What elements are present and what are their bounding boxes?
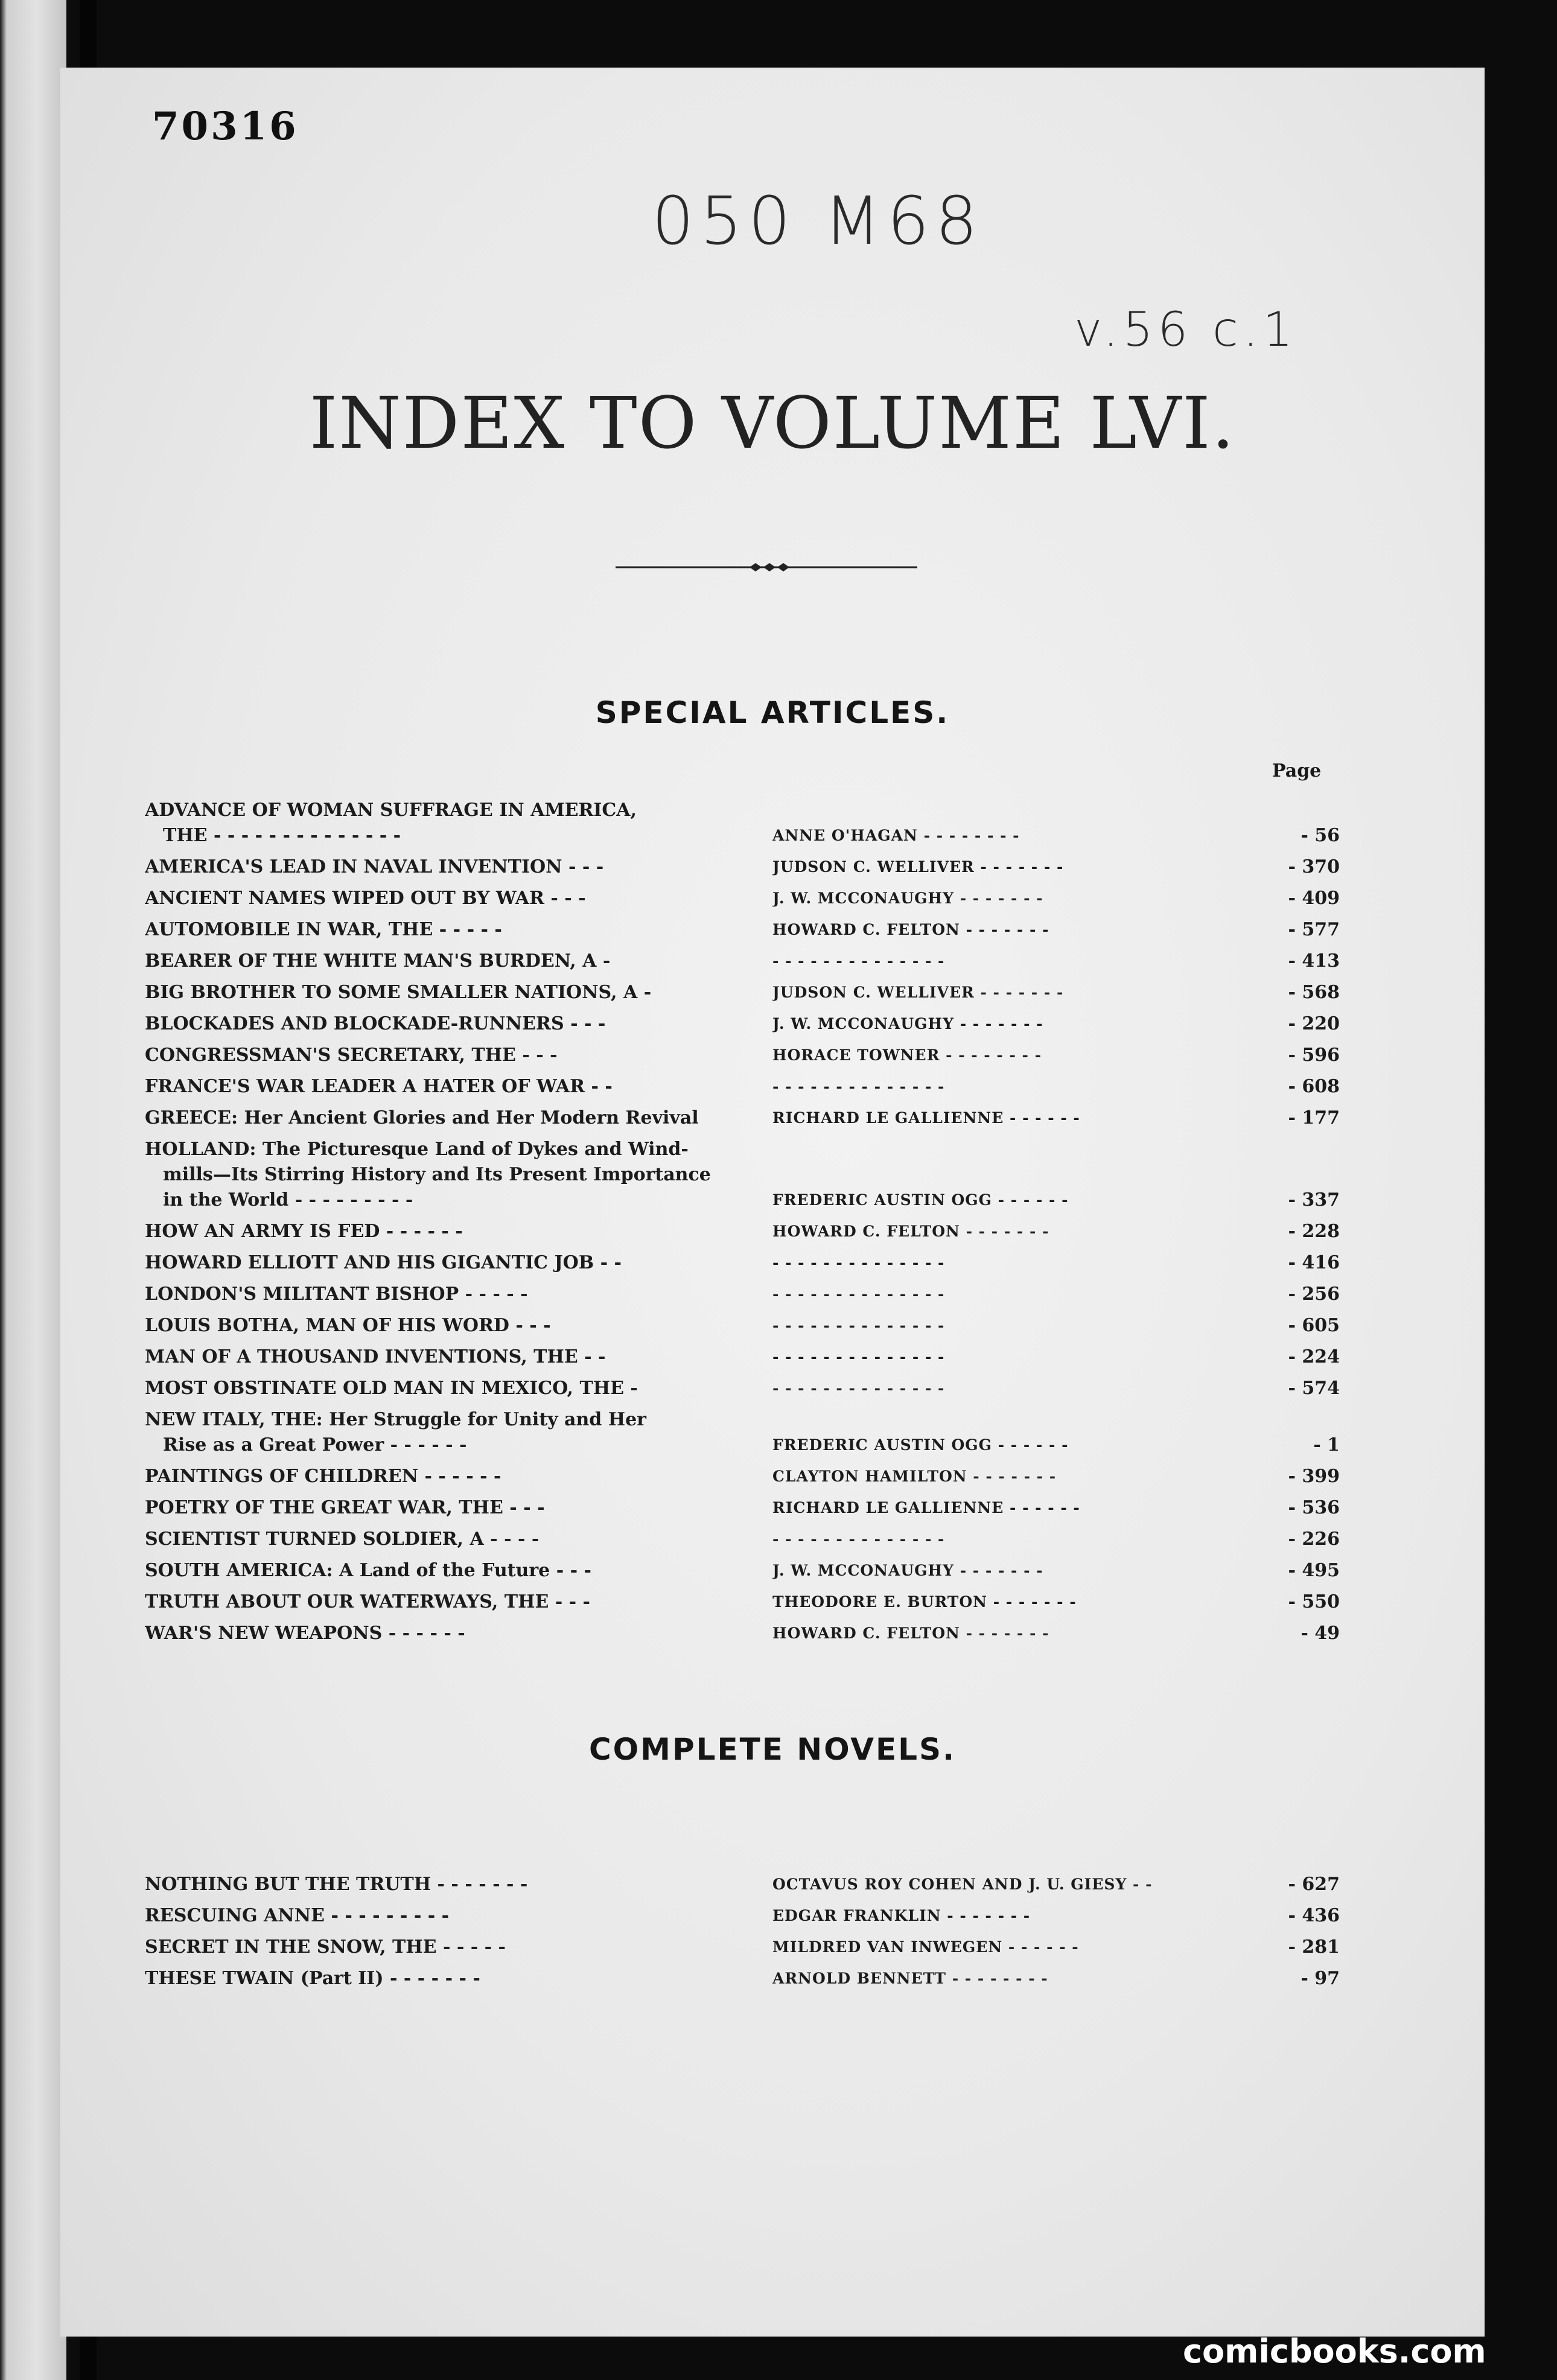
- entry-title: [145, 1464, 730, 1489]
- watermark: comicbooks.com: [1183, 2332, 1486, 2370]
- complete-novels-heading: COMPLETE NOVELS.: [588, 1732, 956, 1767]
- entry-title: [145, 1966, 730, 1991]
- index-entry: [145, 886, 1388, 911]
- entry-title: [145, 1282, 730, 1307]
- entry-author: MILDRED VAN INWEGEN - - - - - -: [772, 1938, 1079, 1956]
- entry-title-line: NEW ITALY, THE: Her Struggle for Unity and Her: [145, 1409, 646, 1430]
- adjacent-page-edge: [0, 0, 66, 2380]
- entry-author: - - - - - - - - - - - - - -: [772, 1285, 945, 1303]
- entry-title: [145, 980, 730, 1005]
- entry-title: [145, 1621, 730, 1646]
- entry-author: - - - - - - - - - - - - - -: [772, 1348, 945, 1366]
- entry-author: FREDERIC AUSTIN OGG - - - - - -: [772, 1436, 1069, 1454]
- entry-page: - 574: [1288, 1378, 1340, 1399]
- index-entry: [145, 1376, 1388, 1401]
- entry-page: - 596: [1288, 1045, 1340, 1066]
- entry-page: - 177: [1288, 1107, 1340, 1128]
- entry-author: CLAYTON HAMILTON - - - - - - -: [772, 1468, 1057, 1485]
- entry-author: ARNOLD BENNETT - - - - - - - -: [772, 1970, 1048, 1987]
- entry-page: - 568: [1288, 982, 1340, 1003]
- entry-title: [145, 1074, 730, 1099]
- entry-title-line: AUTOMOBILE IN WAR, THE - - - - -: [145, 919, 502, 940]
- entry-title-line: LOUIS BOTHA, MAN OF HIS WORD - - -: [145, 1315, 551, 1336]
- index-entry: [145, 1219, 1388, 1244]
- entry-title: [145, 1043, 730, 1068]
- entry-title-line: POETRY OF THE GREAT WAR, THE - - -: [145, 1497, 545, 1518]
- entry-title-line: TRUTH ABOUT OUR WATERWAYS, THE - - -: [145, 1591, 591, 1612]
- index-entry: [145, 1137, 1388, 1213]
- entry-page: - 337: [1288, 1189, 1340, 1211]
- entry-title: [145, 1106, 730, 1131]
- index-entry: [145, 1935, 1388, 1960]
- entry-title-line: RESCUING ANNE - - - - - - - - -: [145, 1905, 450, 1926]
- entry-title: [145, 1011, 730, 1037]
- index-entry: [145, 980, 1388, 1005]
- entry-page: - 220: [1288, 1013, 1340, 1034]
- entry-title-line: HOLLAND: The Picturesque Land of Dykes and Wind-: [145, 1139, 689, 1160]
- entry-title-line: SCIENTIST TURNED SOLDIER, A - - - -: [145, 1529, 540, 1550]
- index-entry: [145, 1011, 1388, 1037]
- entry-author: RICHARD LE GALLIENNE - - - - - -: [772, 1499, 1080, 1516]
- entry-title-line: AMERICA'S LEAD IN NAVAL INVENTION - - -: [145, 856, 604, 877]
- entry-author: FREDERIC AUSTIN OGG - - - - - -: [772, 1191, 1069, 1209]
- entry-page: - 370: [1288, 856, 1340, 877]
- index-entry: [145, 1250, 1388, 1276]
- special-articles-heading: SPECIAL ARTICLES.: [595, 695, 950, 730]
- entry-title-line: in the World - - - - - - - - -: [163, 1189, 413, 1211]
- entry-title-line: mills—Its Stirring History and Its Present Importance: [163, 1164, 711, 1185]
- entry-author: J. W. MCCONAUGHY - - - - - - -: [772, 889, 1043, 907]
- index-entry: [145, 854, 1388, 880]
- entry-page: - 56: [1301, 825, 1340, 846]
- entry-title: [145, 1344, 730, 1370]
- entry-page: - 536: [1288, 1497, 1340, 1518]
- entry-title-line: THE - - - - - - - - - - - - - -: [163, 825, 401, 846]
- index-entry: [145, 1495, 1388, 1521]
- entry-page: - 495: [1288, 1560, 1340, 1581]
- entry-page: - 399: [1288, 1466, 1340, 1487]
- entry-title: [145, 949, 730, 974]
- entry-title: [145, 886, 730, 911]
- entry-page: - 577: [1288, 919, 1340, 940]
- entry-title: [145, 1219, 730, 1244]
- index-entry: [145, 1344, 1388, 1370]
- entry-title: [145, 1407, 730, 1458]
- entry-title-line: Rise as a Great Power - - - - - -: [163, 1434, 467, 1456]
- entry-page: - 608: [1288, 1076, 1340, 1097]
- entry-title-line: HOW AN ARMY IS FED - - - - - -: [145, 1221, 463, 1242]
- entry-author: EDGAR FRANKLIN - - - - - - -: [772, 1907, 1031, 1924]
- entry-page: - 97: [1301, 1968, 1340, 1989]
- index-entry: [145, 1872, 1388, 1897]
- entry-title-line: ANCIENT NAMES WIPED OUT BY WAR - - -: [145, 888, 586, 909]
- page-title: INDEX TO VOLUME LVI.: [309, 381, 1236, 465]
- index-entry: [145, 1106, 1388, 1131]
- entry-author: JUDSON C. WELLIVER - - - - - - -: [772, 858, 1064, 876]
- entry-title: [145, 1903, 730, 1929]
- entry-author: OCTAVUS ROY COHEN AND J. U. GIESY - -: [772, 1876, 1153, 1893]
- entry-title-line: HOWARD ELLIOTT AND HIS GIGANTIC JOB - -: [145, 1252, 622, 1273]
- entry-title-line: LONDON'S MILITANT BISHOP - - - - -: [145, 1284, 528, 1305]
- entry-page: - 281: [1288, 1936, 1340, 1958]
- index-entry: [145, 1966, 1388, 1991]
- entry-page: - 256: [1288, 1284, 1340, 1305]
- index-entry: [145, 1558, 1388, 1583]
- entry-title-line: BEARER OF THE WHITE MAN'S BURDEN, A -: [145, 950, 611, 972]
- entry-page: - 228: [1288, 1221, 1340, 1242]
- entry-title: [145, 1589, 730, 1615]
- index-entry: [145, 1464, 1388, 1489]
- entry-title-line: CONGRESSMAN'S SECRETARY, THE - - -: [145, 1045, 558, 1066]
- entry-author: - - - - - - - - - - - - - -: [772, 952, 945, 970]
- entry-author: ANNE O'HAGAN - - - - - - - -: [772, 827, 1020, 844]
- entry-title: [145, 1527, 730, 1552]
- index-entry: [145, 798, 1388, 848]
- entry-title-line: THESE TWAIN (Part II) - - - - - - -: [145, 1968, 480, 1989]
- entry-title-line: MOST OBSTINATE OLD MAN IN MEXICO, THE -: [145, 1378, 638, 1399]
- entry-author: THEODORE E. BURTON - - - - - - -: [772, 1593, 1077, 1611]
- entry-title-line: NOTHING BUT THE TRUTH - - - - - - -: [145, 1874, 528, 1895]
- entry-page: - 409: [1288, 888, 1340, 909]
- entry-page: - 416: [1288, 1252, 1340, 1273]
- index-entry: [145, 949, 1388, 974]
- entry-title: [145, 1313, 730, 1338]
- entry-title-line: FRANCE'S WAR LEADER A HATER OF WAR - -: [145, 1076, 613, 1097]
- entry-page: - 1: [1313, 1434, 1340, 1456]
- entry-title: [145, 1495, 730, 1521]
- entry-page: - 224: [1288, 1346, 1340, 1367]
- page-column-label: Page: [1272, 760, 1322, 781]
- index-page: [60, 68, 1485, 2337]
- entry-title: [145, 1250, 730, 1276]
- entry-title: [145, 1872, 730, 1897]
- entry-page: - 550: [1288, 1591, 1340, 1612]
- entry-page: - 605: [1288, 1315, 1340, 1336]
- entry-title-line: WAR'S NEW WEAPONS - - - - - -: [145, 1623, 465, 1644]
- entry-title-line: SOUTH AMERICA: A Land of the Future - - -: [145, 1560, 591, 1581]
- index-entry: [145, 1903, 1388, 1929]
- entry-title: [145, 1935, 730, 1960]
- entry-title-line: BLOCKADES AND BLOCKADE-RUNNERS - - -: [145, 1013, 606, 1034]
- entry-page: - 226: [1288, 1529, 1340, 1550]
- entry-author: J. W. MCCONAUGHY - - - - - - -: [772, 1562, 1043, 1579]
- entry-author: RICHARD LE GALLIENNE - - - - - -: [772, 1109, 1080, 1127]
- index-entry: [145, 1621, 1388, 1646]
- entry-author: - - - - - - - - - - - - - -: [772, 1254, 945, 1271]
- index-entry: [145, 1313, 1388, 1338]
- entry-author: HORACE TOWNER - - - - - - - -: [772, 1046, 1042, 1064]
- call-number-handwritten: 050 M68: [652, 182, 984, 259]
- entry-author: HOWARD C. FELTON - - - - - - -: [772, 921, 1049, 938]
- entry-page: - 49: [1301, 1623, 1340, 1644]
- entry-author: - - - - - - - - - - - - - -: [772, 1530, 945, 1548]
- entry-author: J. W. MCCONAUGHY - - - - - - -: [772, 1015, 1043, 1032]
- index-entry: [145, 1589, 1388, 1615]
- entry-title: [145, 917, 730, 943]
- index-entry: [145, 1527, 1388, 1552]
- entry-title-line: PAINTINGS OF CHILDREN - - - - - -: [145, 1466, 501, 1487]
- entry-title-line: ADVANCE OF WOMAN SUFFRAGE IN AMERICA,: [145, 800, 637, 821]
- entry-author: - - - - - - - - - - - - - -: [772, 1078, 945, 1095]
- index-entry: [145, 1043, 1388, 1068]
- entry-title: [145, 1376, 730, 1401]
- entry-page: - 436: [1288, 1905, 1340, 1926]
- entry-author: - - - - - - - - - - - - - -: [772, 1379, 945, 1397]
- entry-title-line: MAN OF A THOUSAND INVENTIONS, THE - -: [145, 1346, 606, 1367]
- entry-page: - 627: [1288, 1874, 1340, 1895]
- entry-title-line: BIG BROTHER TO SOME SMALLER NATIONS, A -: [145, 982, 652, 1003]
- entry-author: JUDSON C. WELLIVER - - - - - - -: [772, 984, 1064, 1001]
- index-entry: [145, 1407, 1388, 1458]
- ornament-divider: [616, 555, 917, 579]
- index-entry: [145, 1074, 1388, 1099]
- index-entry: [145, 1282, 1388, 1307]
- entry-author: - - - - - - - - - - - - - -: [772, 1317, 945, 1334]
- entry-author: HOWARD C. FELTON - - - - - - -: [772, 1624, 1049, 1642]
- entry-title: [145, 1558, 730, 1583]
- entry-title-line: SECRET IN THE SNOW, THE - - - - -: [145, 1936, 506, 1958]
- accession-number: 70316: [152, 104, 299, 149]
- entry-title: [145, 854, 730, 880]
- volume-copy-handwritten: v.56 c.1: [1074, 303, 1298, 357]
- entry-title-line: GREECE: Her Ancient Glories and Her Modern Revival: [145, 1107, 699, 1128]
- entry-title: [145, 1137, 730, 1213]
- entry-author: HOWARD C. FELTON - - - - - - -: [772, 1223, 1049, 1240]
- entry-page: - 413: [1288, 950, 1340, 972]
- index-entry: [145, 917, 1388, 943]
- entry-title: [145, 798, 730, 848]
